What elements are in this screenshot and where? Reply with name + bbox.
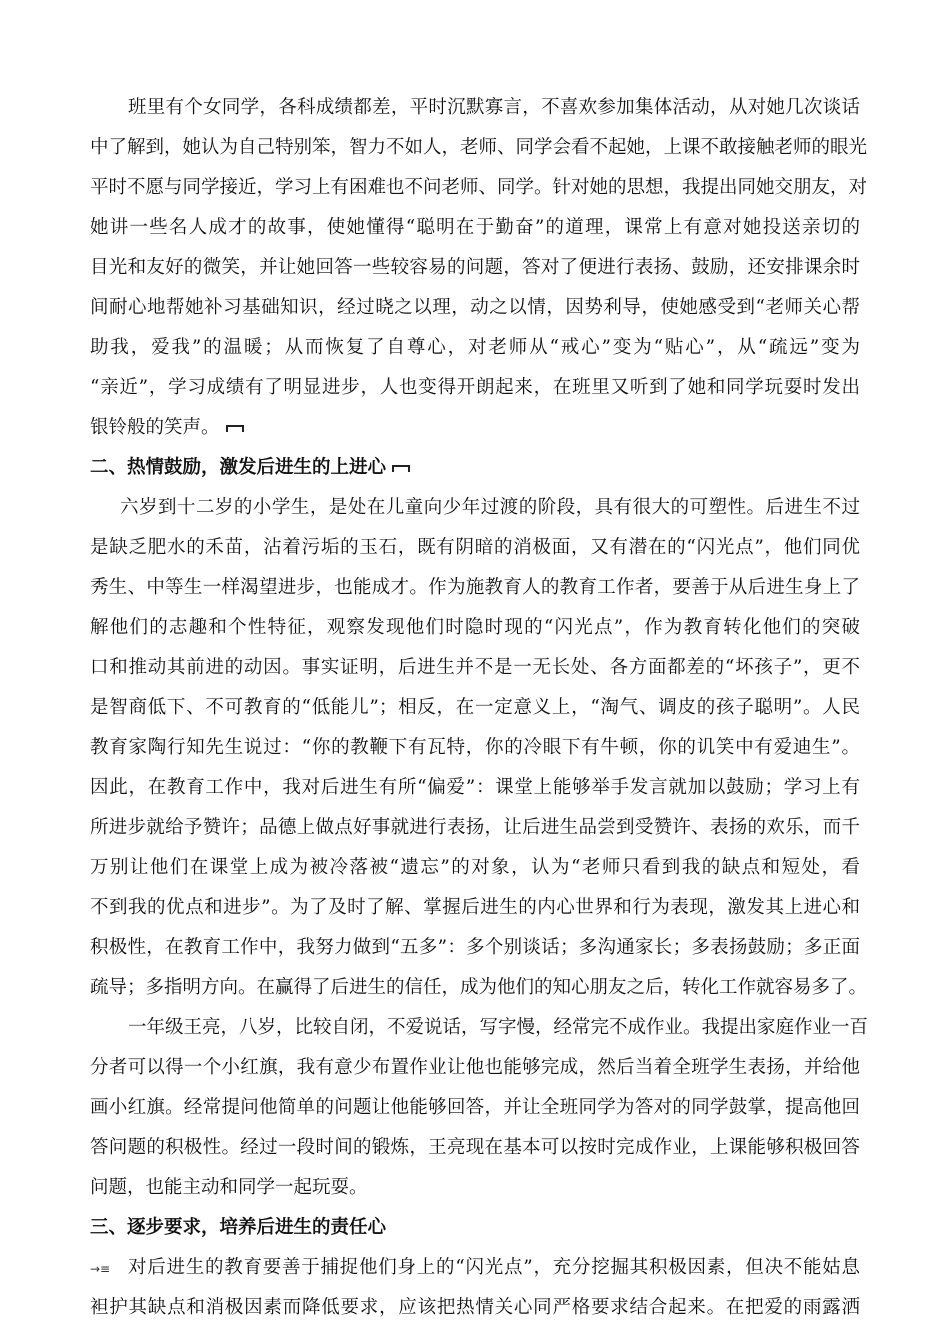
text-line: 万别让他们在课堂上成为被冷落被“遗忘”的对象，认为“老师只看到我的缺点和短处，看: [90, 857, 860, 878]
text-line: 袒护其缺点和消极因素而降低要求，应该把热情关心同严格要求结合起来。在把爱的雨露洒: [90, 1297, 860, 1318]
paragraph-mark-icon: [226, 422, 244, 434]
text-line: 积极性，在教育工作中，我努力做到“五多”：多个别谈话；多沟通家长；多表扬鼓励；多正面: [90, 937, 860, 958]
text-line: 口和推动其前进的动因。事实证明，后进生并不是一无长处、各方面都差的“坏孩子”，更不: [90, 657, 860, 678]
text-line: 对后进生的教育要善于捕捉他们身上的“闪光点”，充分挖掘其积极因素，但决不能姑息: [128, 1257, 860, 1278]
text-line: 中了解到，她认为自己特别笨，智力不如人，老师、同学会看不起她，上课不敢接触老师的眼光: [90, 137, 868, 158]
text-line: 班里有个女同学，各科成绩都差，平时沉默寡言，不喜欢参加集体活动，从对她几次谈话: [128, 97, 860, 118]
text-line: 她讲一些名人成才的故事，使她懂得“聪明在于勤奋”的道理，课常上有意对她投送亲切的: [90, 217, 860, 238]
tab-mark-icon: →≡: [90, 1262, 111, 1276]
text-line: 所进步就给予赞许；品德上做点好事就进行表扬，让后进生品尝到受赞许、表扬的欢乐，而千: [90, 817, 860, 838]
text-line: 因此，在教育工作中，我对后进生有所“偏爱”：课堂上能够举手发言就加以鼓励；学习上有: [90, 777, 860, 798]
paragraph-mark-icon: [392, 462, 410, 474]
text-line: 问题，也能主动和同学一起玩耍。: [90, 1177, 368, 1198]
text-line: 不到我的优点和进步”。为了及时了解、掌握后进生的内心世界和行为表现，激发其上进心和: [90, 897, 860, 918]
text-line-content: 银铃般的笑声。: [90, 417, 220, 438]
section-heading: 三、逐步要求，培养后进生的责任心: [90, 1217, 387, 1238]
text-line: 是缺乏肥水的禾苗，沾着污垢的玉石，既有阴暗的消极面，又有潜在的“闪光点”，他们同优: [90, 537, 860, 558]
text-line: 一年级王亮，八岁，比较自闭，不爱说话，写字慢，经常完不成作业。我提出家庭作业一百: [128, 1017, 869, 1038]
text-line: 疏导；多指明方向。在赢得了后进生的信任，成为他们的知心朋友之后，转化工作就容易多了。: [90, 977, 868, 998]
text-line: 解他们的志趣和个性特征，观察发现他们时隐时现的“闪光点”，作为教育转化他们的突破: [90, 617, 860, 638]
section-heading: [90, 456, 410, 480]
text-line: 是智商低下、不可教育的“低能儿”；相反，在一定意义上，“淘气、调皮的孩子聪明”。人民: [90, 697, 860, 718]
text-line: [90, 416, 244, 440]
text-line: 分者可以得一个小红旗，我有意少布置作业让他也能够完成，然后当着全班学生表扬，并给他: [90, 1057, 860, 1078]
text-line: 六岁到十二岁的小学生，是处在儿童向少年过渡的阶段，具有很大的可塑性。后进生不过: [120, 497, 860, 518]
text-line: “亲近”，学习成绩有了明显进步，人也变得开朗起来，在班里又听到了她和同学玩耍时发出: [90, 377, 860, 398]
text-line: 答问题的积极性。经过一段时间的锻炼，王亮现在基本可以按时完成作业，上课能够积极回答: [90, 1137, 860, 1158]
text-line: 画小红旗。经常提问他简单的问题让他能够回答，并让全班同学为答对的同学鼓掌，提高他回: [90, 1097, 860, 1118]
text-line: 助我，爱我”的温暖；从而恢复了自尊心，对老师从“戒心”变为“贴心”，从“疏远”变为: [90, 337, 860, 358]
section-heading-text: 二、热情鼓励，激发后进生的上进心: [90, 457, 387, 478]
text-line: 目光和友好的微笑，并让她回答一些较容易的问题，答对了便进行表扬、鼓励，还安排课余时: [90, 257, 860, 278]
text-line: 间耐心地帮她补习基础知识，经过晓之以理，动之以情，因势利导，使她感受到“老师关心帮: [90, 297, 860, 318]
text-line: 秀生、中等生一样渴望进步，也能成才。作为施教育人的教育工作者，要善于从后进生身上了: [90, 577, 860, 598]
text-line: 教育家陶行知先生说过：“你的教鞭下有瓦特，你的冷眼下有牛顿，你的讥笑中有爱迪生”。: [90, 737, 860, 758]
text-line: 平时不愿与同学接近，学习上有困难也不问老师、同学。针对她的思想，我提出同她交朋友，对: [90, 177, 868, 198]
